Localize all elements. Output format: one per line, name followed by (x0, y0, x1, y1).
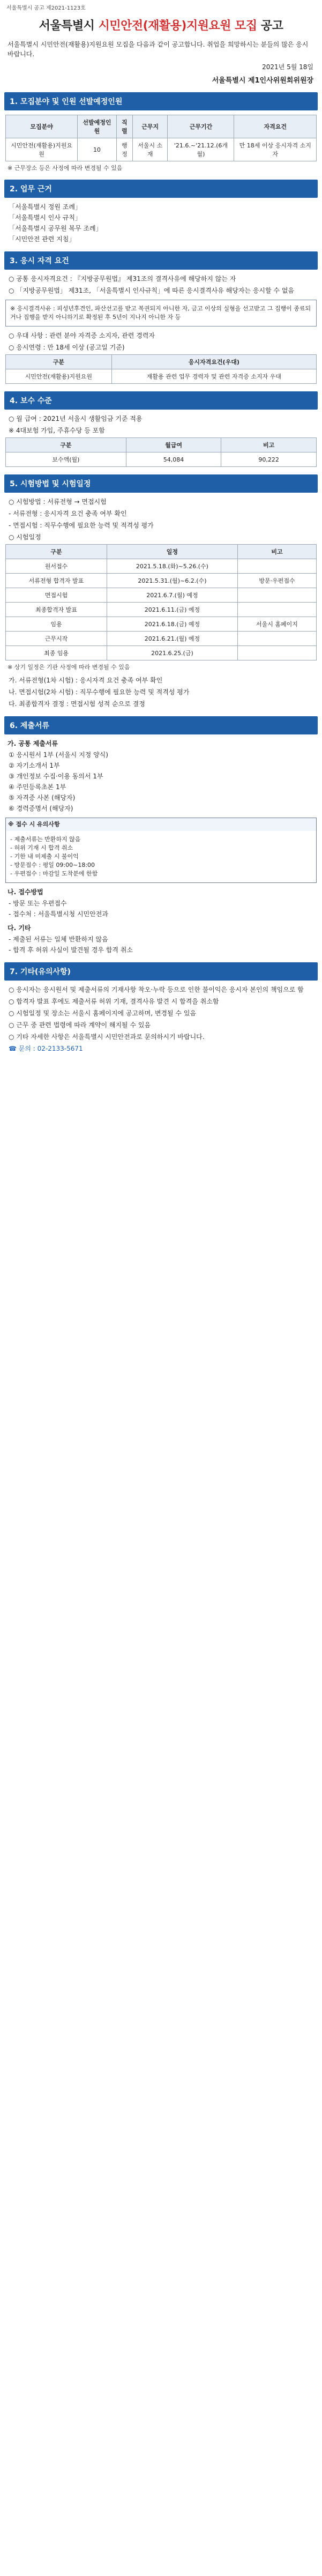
list-item: - 접수처 : 서울특별시청 시민안전과 (9, 910, 108, 918)
schedule-cell: 2021.6.11.(금) 예정 (107, 603, 237, 617)
exam-text: - 면접시험 : 직무수행에 필요한 능력 및 적격성 평가 (9, 522, 154, 529)
schedule-cell (237, 603, 316, 617)
recruit-header: 모집분야 (6, 115, 78, 138)
recruit-cell: 시민안전(재활용)지원요원 (6, 138, 78, 161)
recruit-header: 자격요건 (234, 115, 317, 138)
page-title (4, 17, 318, 33)
list-item: ⑥ 경력증명서 (해당자) (9, 805, 73, 812)
notice-item: - 우편접수 : 마감일 도착분에 한함 (10, 870, 98, 877)
list-item: 「시민안전 관련 지침」 (9, 235, 76, 243)
exam-step: 나. 면접시험(2차 시험) : 직무수행에 필요한 능력 및 적격성 평가 (9, 688, 190, 696)
docs-subhead: 나. 접수방법 (8, 888, 43, 896)
list-item: ② 자기소개서 1부 (9, 762, 60, 769)
disqualification-box (5, 300, 317, 326)
exam-step: 다. 최종합격자 결정 : 면접시험 성적 순으로 결정 (9, 700, 145, 708)
announcement-date: 2021년 5월 18일 (262, 63, 313, 71)
docs-subhead: 가. 공통 제출서류 (8, 740, 58, 747)
notice-text: ○ 기타 자세한 사항은 서울특별시 시민안전과로 문의하시기 바랍니다. (9, 1033, 205, 1041)
notice-text: ○ 시험일정 및 장소는 서울시 홈페이지에 공고하며, 변경될 수 있음 (9, 1009, 197, 1017)
notice-box-title: ※ 접수 시 유의사항 (6, 818, 316, 831)
recruit-header: 선발예정인원 (78, 115, 117, 138)
schedule-cell: 2021.6.7.(월) 예정 (107, 588, 237, 603)
recruit-note: ※ 근무장소 등은 사정에 따라 변경될 수 있음 (8, 165, 123, 172)
title-suffix: 공고 (260, 19, 283, 33)
schedule-table (5, 544, 317, 660)
table-row (6, 369, 317, 384)
notice-item: - 기한 내 미제출 시 불이익 (10, 853, 79, 860)
schedule-cell: 서류전형 합격자 발표 (6, 574, 107, 588)
list-item: - 제출된 서류는 일체 반환하지 않음 (9, 936, 108, 943)
table-row (6, 617, 317, 632)
preference-header: 응시자격요건(우대) (111, 355, 316, 369)
title-prefix: 서울특별시 (39, 19, 95, 33)
recruit-header: 직렬 (116, 115, 132, 138)
list-item: - 합격 후 허위 사실이 발견될 경우 합격 취소 (9, 946, 133, 954)
schedule-cell: 2021.6.21.(월) 예정 (107, 632, 237, 646)
pay-text: ※ 4대보험 가입, 주휴수당 등 포함 (9, 427, 105, 434)
schedule-cell: 최종 임용 (6, 646, 107, 660)
requirement-text: ○ 우대 사항 : 관련 분야 자격증 소지자, 관련 경력자 (9, 332, 155, 339)
section-6-title: 6. 제출서류 (4, 716, 318, 734)
schedule-cell (237, 646, 316, 660)
disqualification-text: ※ 응시결격사유 : 피성년후견인, 파산선고를 받고 복권되지 아니한 자, 금고 이상의 실형을 선고받고 그 집행이 종료되거나 집행을 받지 아니하기로 확정된 후 5년이 지나지 아니한 자 등 (10, 305, 311, 321)
table-row (6, 138, 317, 161)
schedule-header: 일정 (107, 545, 237, 559)
schedule-cell (237, 632, 316, 646)
title-highlight: 시민안전(재활용)지원요원 모집 (98, 19, 257, 33)
schedule-cell (237, 559, 316, 574)
pay-table (5, 437, 317, 467)
requirement-text: ○ 「지방공무원법」 제31조, 「서울특별시 인사규칙」에 따른 응시결격사유 해당자는 응시할 수 없음 (9, 287, 295, 294)
section-7-title: 7. 기타(유의사항) (4, 962, 318, 981)
recruit-cell: 10 (78, 138, 117, 161)
schedule-cell: 2021.6.18.(금) 예정 (107, 617, 237, 632)
pay-header: 월급여 (126, 438, 221, 452)
table-row (6, 632, 317, 646)
schedule-cell: 임용 (6, 617, 107, 632)
list-item: ④ 주민등록초본 1부 (9, 783, 66, 791)
pay-text: ○ 월 급여 : 2021년 서울시 생활임금 기준 적용 (9, 415, 143, 422)
recruit-header: 근무기간 (168, 115, 234, 138)
list-item: ① 응시원서 1부 (서울시 지정 양식) (9, 751, 108, 759)
recruit-cell: '21.6.~'21.12.(6개월) (168, 138, 234, 161)
recruit-header: 근무지 (132, 115, 168, 138)
table-row (6, 452, 317, 467)
pay-cell: 54,084 (126, 452, 221, 467)
docs-subhead: 다. 기타 (8, 924, 31, 932)
section-3-title: 3. 응시 자격 요건 (4, 251, 318, 270)
notice-text: ○ 근무 중 관련 법령에 따라 계약이 해지될 수 있음 (9, 1021, 151, 1029)
notice-item: - 방문접수 : 평일 09:00~18:00 (10, 862, 95, 868)
schedule-cell: 면접시험 (6, 588, 107, 603)
pay-cell: 보수액(월) (6, 452, 126, 467)
exam-text: - 서류전형 : 응시자격 요건 충족 여부 확인 (9, 510, 127, 517)
table-row (6, 574, 317, 588)
schedule-cell: 방문·우편접수 (237, 574, 316, 588)
section-2-title: 2. 업무 근거 (4, 180, 318, 198)
exam-step: 가. 서류전형(1차 시험) : 응시자격 요건 충족 여부 확인 (9, 677, 163, 684)
schedule-header: 구분 (6, 545, 107, 559)
table-row (6, 559, 317, 574)
pay-cell: 90,222 (221, 452, 317, 467)
recruit-table (5, 115, 317, 161)
exam-text: ○ 시험일정 (9, 533, 41, 541)
intro-text: 서울특별시 시민안전(재활용)지원요원 모집을 다음과 같이 공고합니다. 취업을 희망하시는 분들의 많은 응시 바랍니다. (8, 41, 309, 58)
schedule-cell: 원서접수 (6, 559, 107, 574)
list-item: ⑤ 자격증 사본 (해당자) (9, 794, 76, 801)
recruit-cell: 서울시 소재 (132, 138, 168, 161)
section-5-title: 5. 시험방법 및 시험일정 (4, 474, 318, 493)
contact-phone: ☎ 문의 : 02-2133-5671 (9, 1045, 83, 1052)
schedule-cell: 근무시작 (6, 632, 107, 646)
list-item: 「서울특별시 공무원 복무 조례」 (9, 225, 102, 232)
preference-table (5, 354, 317, 384)
recruit-cell: 만 18세 이상 응시자격 소지자 (234, 138, 317, 161)
schedule-cell: 2021.5.18.(화)~5.26.(수) (107, 559, 237, 574)
section-4-title: 4. 보수 수준 (4, 391, 318, 410)
recruit-cell: 행정 (116, 138, 132, 161)
requirement-text: ○ 공통 응시자격요건 : 『지방공무원법』 제31조의 결격사유에 해당하지 않는 자 (9, 275, 236, 283)
schedule-cell: 최종합격자 발표 (6, 603, 107, 617)
list-item: 「서울특별시 인사 규칙」 (9, 214, 81, 221)
preference-cell: 시민안전(재활용)지원요원 (6, 369, 112, 384)
table-row (6, 603, 317, 617)
table-row (6, 646, 317, 660)
exam-text: ○ 시험방법 : 서류전형 → 면접시험 (9, 498, 107, 506)
notice-item: - 허위 기재 시 합격 취소 (10, 844, 73, 851)
schedule-note: ※ 상기 일정은 기관 사정에 따라 변경될 수 있음 (8, 664, 130, 671)
list-item: ③ 개인정보 수집·이용 동의서 1부 (9, 773, 103, 780)
schedule-cell: 2021.5.31.(월)~6.2.(수) (107, 574, 237, 588)
notice-box (5, 818, 317, 883)
document-page (4, 3, 318, 1053)
section-1-title: 1. 모집분야 및 인원 선발예정인원 (4, 92, 318, 110)
notice-text: ○ 응시자는 응시원서 및 제출서류의 기재사항 착오·누락 등으로 인한 불이익은 응시자 본인의 책임으로 함 (9, 986, 304, 993)
notice-text: ○ 합격자 발표 후에도 제출서류 허위 기재, 결격사유 발견 시 합격을 취소함 (9, 998, 219, 1005)
schedule-header: 비고 (237, 545, 316, 559)
notice-item: - 제출서류는 반환하지 않음 (10, 836, 81, 843)
list-item: - 방문 또는 우편접수 (9, 900, 67, 907)
schedule-cell (237, 588, 316, 603)
schedule-cell: 2021.6.25.(금) (107, 646, 237, 660)
pay-header: 구분 (6, 438, 126, 452)
issuing-org: 서울특별시 제1인사위원회위원장 (212, 77, 313, 85)
pay-header: 비고 (221, 438, 317, 452)
requirement-text: ○ 응시연령 : 만 18세 이상 (공고일 기준) (9, 344, 125, 351)
schedule-cell: 서울시 홈페이지 (237, 617, 316, 632)
preference-cell: 재활용 관련 업무 경력자 및 관련 자격증 소지자 우대 (111, 369, 316, 384)
announcement-number: 서울특별시 공고 제2021-1123호 (6, 5, 86, 11)
list-item: 「서울특별시 정원 조례」 (9, 203, 81, 211)
table-row (6, 588, 317, 603)
preference-header: 구분 (6, 355, 112, 369)
